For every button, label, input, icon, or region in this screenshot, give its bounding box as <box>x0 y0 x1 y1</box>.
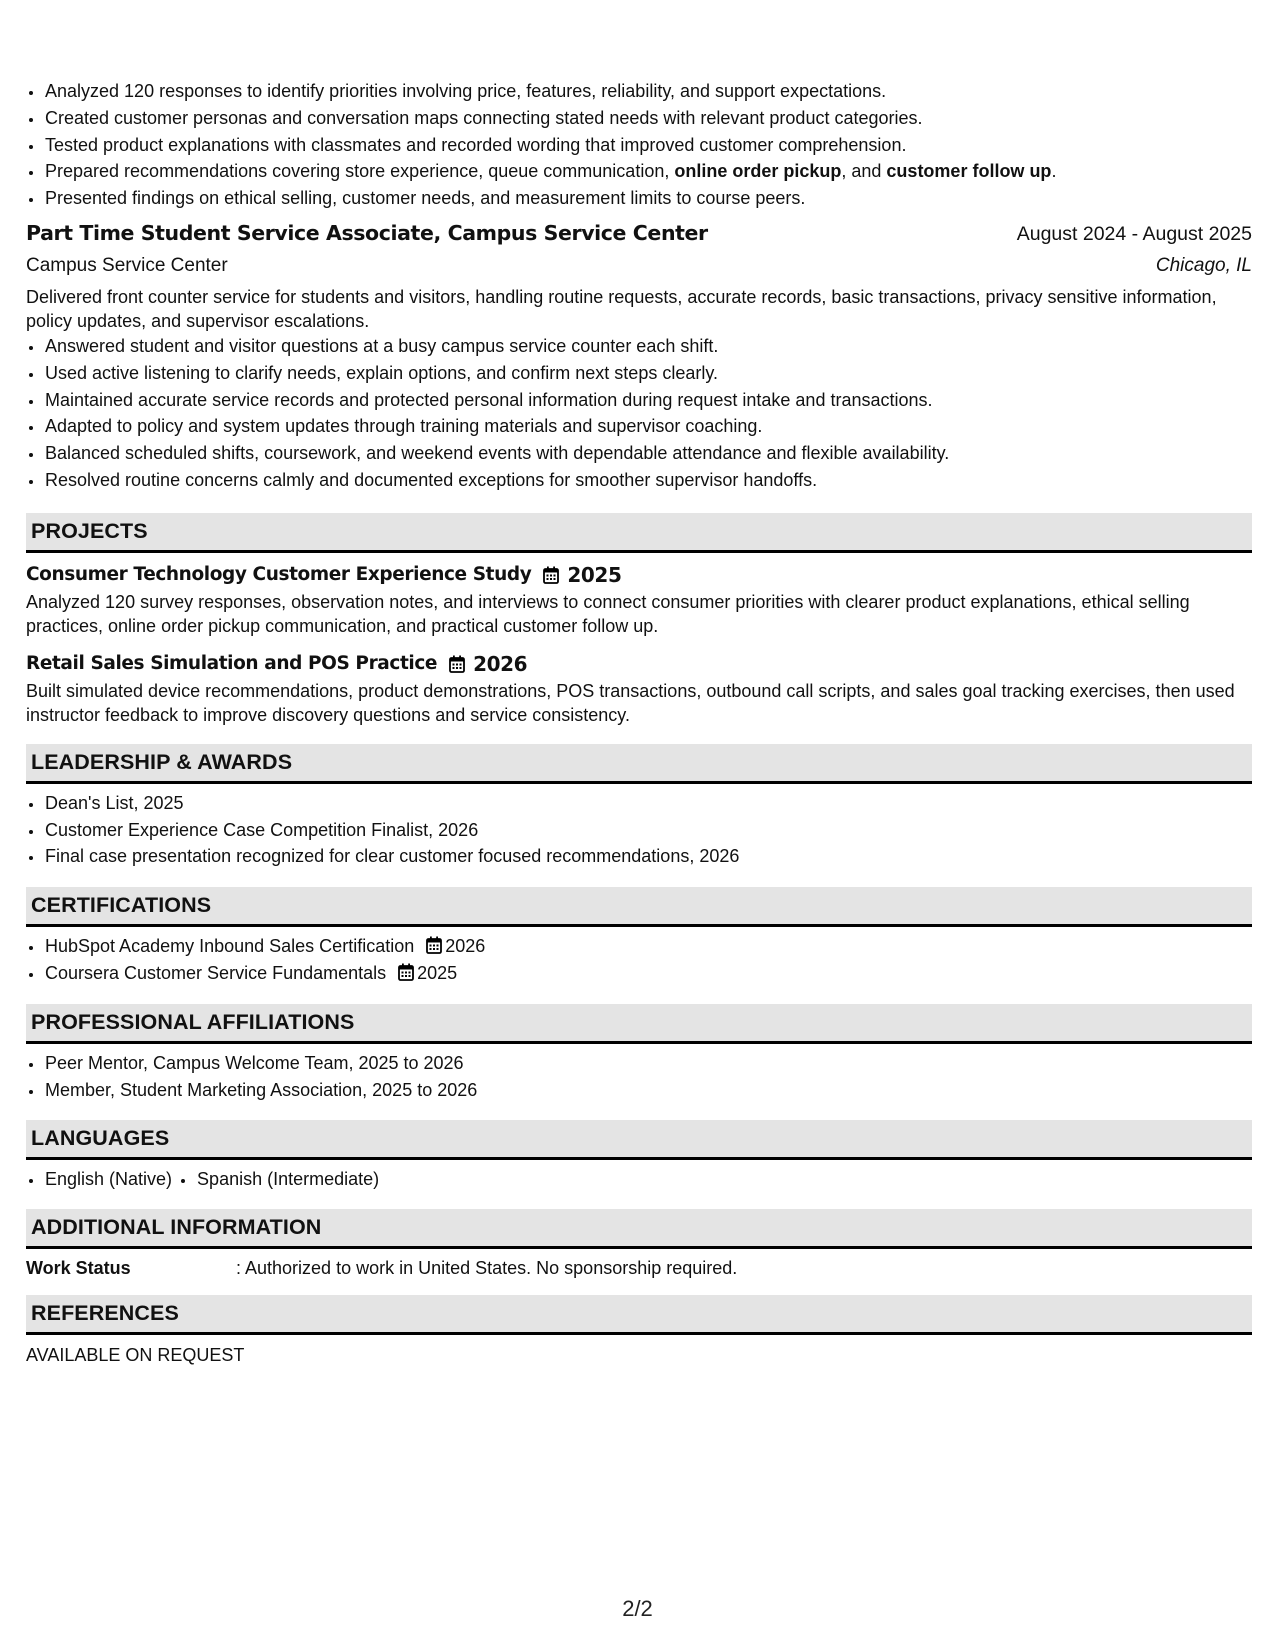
list-item: • Used active listening to clarify needs, explain options, and confirm next steps clearly. <box>44 360 1252 387</box>
calendar-icon <box>449 655 465 673</box>
certification-name: HubSpot Academy Inbound Sales Certification <box>45 936 415 957</box>
languages-list <box>26 1166 1252 1193</box>
section-title: PROFESSIONAL AFFILIATIONS <box>31 1009 355 1034</box>
section-heading-leadership <box>26 744 1252 784</box>
list-item: • Adapted to policy and system updates through training materials and supervisor coaching. <box>44 413 1252 440</box>
certification-year: 2026 <box>445 936 486 957</box>
list-item: • Tested product explanations with classmates and recorded wording that improved customer comprehension. <box>44 132 1252 159</box>
bullet-bold-text: customer follow up <box>886 161 1052 182</box>
list-item: • Answered student and visitor questions at a busy campus service counter each shift. <box>44 333 1252 360</box>
list-item: • Spanish (Intermediate) <box>196 1166 379 1193</box>
bullet-text: . <box>1051 161 1057 182</box>
work-status-row <box>26 1256 1252 1280</box>
job-header <box>26 218 1252 249</box>
leadership-list <box>26 790 1252 870</box>
section-title: REFERENCES <box>31 1301 179 1326</box>
project-title: Retail Sales Simulation and POS Practice <box>26 652 438 674</box>
certification-year: 2025 <box>417 962 458 983</box>
references-text: AVAILABLE ON REQUEST <box>26 1345 245 1366</box>
project-year: 2025 <box>567 562 622 587</box>
project-year: 2026 <box>473 651 528 676</box>
certifications-list <box>26 933 1252 987</box>
project-description: Built simulated device recommendations, product demonstrations, POS transactions, outbound call scripts, and sales goal tracking exercises, then used instructor feedback to improve discovery questions and service consistency. <box>26 680 1235 726</box>
list-item: • Analyzed 120 responses to identify priorities involving price, features, reliability, and support expectations. <box>44 78 1252 105</box>
bullet-text: , and <box>841 161 887 182</box>
job-company: Campus Service Center <box>26 254 228 276</box>
list-item: • Customer Experience Case Competition Finalist, 2026 <box>44 817 1252 844</box>
affiliations-list <box>26 1050 1252 1104</box>
list-item <box>44 158 1252 185</box>
page-number: 2/2 <box>622 1596 653 1621</box>
project-title: Consumer Technology Customer Experience Study <box>26 563 532 585</box>
previous-experience-bullets <box>26 78 1252 212</box>
list-item: • Resolved routine concerns calmly and documented exceptions for smoother supervisor handoffs. <box>44 467 1252 494</box>
job-location: Chicago, IL <box>1155 254 1252 276</box>
list-item: • Balanced scheduled shifts, coursework, and weekend events with dependable attendance and flexible availability. <box>44 440 1252 467</box>
section-heading-projects <box>26 513 1252 553</box>
section-title: ADDITIONAL INFORMATION <box>31 1215 322 1240</box>
list-item: • Maintained accurate service records and protected personal information during request intake and transactions. <box>44 387 1252 414</box>
job-company-row <box>26 250 1252 281</box>
section-heading-languages <box>26 1120 1252 1160</box>
list-item <box>44 960 1252 987</box>
calendar-icon <box>398 963 414 981</box>
section-title: LANGUAGES <box>31 1126 170 1151</box>
list-item: • Member, Student Marketing Association, 2025 to 2026 <box>44 1077 1252 1104</box>
calendar-icon <box>543 566 559 584</box>
list-item: • Peer Mentor, Campus Welcome Team, 2025 to 2026 <box>44 1050 1252 1077</box>
work-status-value: : Authorized to work in United States. No sponsorship required. <box>236 1258 738 1279</box>
calendar-icon <box>426 936 442 954</box>
job-dates: August 2024 - August 2025 <box>1016 222 1252 245</box>
list-item <box>44 933 1252 960</box>
list-item: • Final case presentation recognized for clear customer focused recommendations, 2026 <box>44 843 1252 870</box>
section-heading-references <box>26 1295 1252 1335</box>
list-item: • Dean's List, 2025 <box>44 790 1252 817</box>
section-title: PROJECTS <box>31 518 148 543</box>
list-item: • Presented findings on ethical selling, customer needs, and measurement limits to course peers. <box>44 185 1252 212</box>
project-description: Analyzed 120 survey responses, observation notes, and interviews to connect consumer priorities with clearer product explanations, ethical selling practices, online order pickup communication, and practical customer follow up. <box>26 591 1190 637</box>
list-item: • English (Native) <box>44 1166 172 1193</box>
job-title: Part Time Student Service Associate, Campus Service Center <box>26 220 708 245</box>
job-bullets <box>26 333 1252 494</box>
list-item: • Created customer personas and conversation maps connecting stated needs with relevant product categories. <box>44 105 1252 132</box>
bullet-text: Prepared recommendations covering store experience, queue communication, <box>45 161 675 182</box>
section-heading-certifications <box>26 887 1252 927</box>
section-title: LEADERSHIP & AWARDS <box>31 749 293 774</box>
section-title: CERTIFICATIONS <box>31 893 212 918</box>
section-heading-additional <box>26 1209 1252 1249</box>
work-status-label: Work Status <box>26 1258 131 1279</box>
certification-name: Coursera Customer Service Fundamentals <box>45 962 387 983</box>
bullet-bold-text: online order pickup <box>674 161 842 182</box>
project-title-row <box>26 650 1252 678</box>
project-title-row <box>26 561 1252 589</box>
resume-page-2 <box>26 78 1252 1367</box>
section-heading-affiliations <box>26 1004 1252 1044</box>
job-description: Delivered front counter service for students and visitors, handling routine requests, accurate records, basic transactions, privacy sensitive information, policy updates, and supervisor escalations. <box>26 286 1217 331</box>
